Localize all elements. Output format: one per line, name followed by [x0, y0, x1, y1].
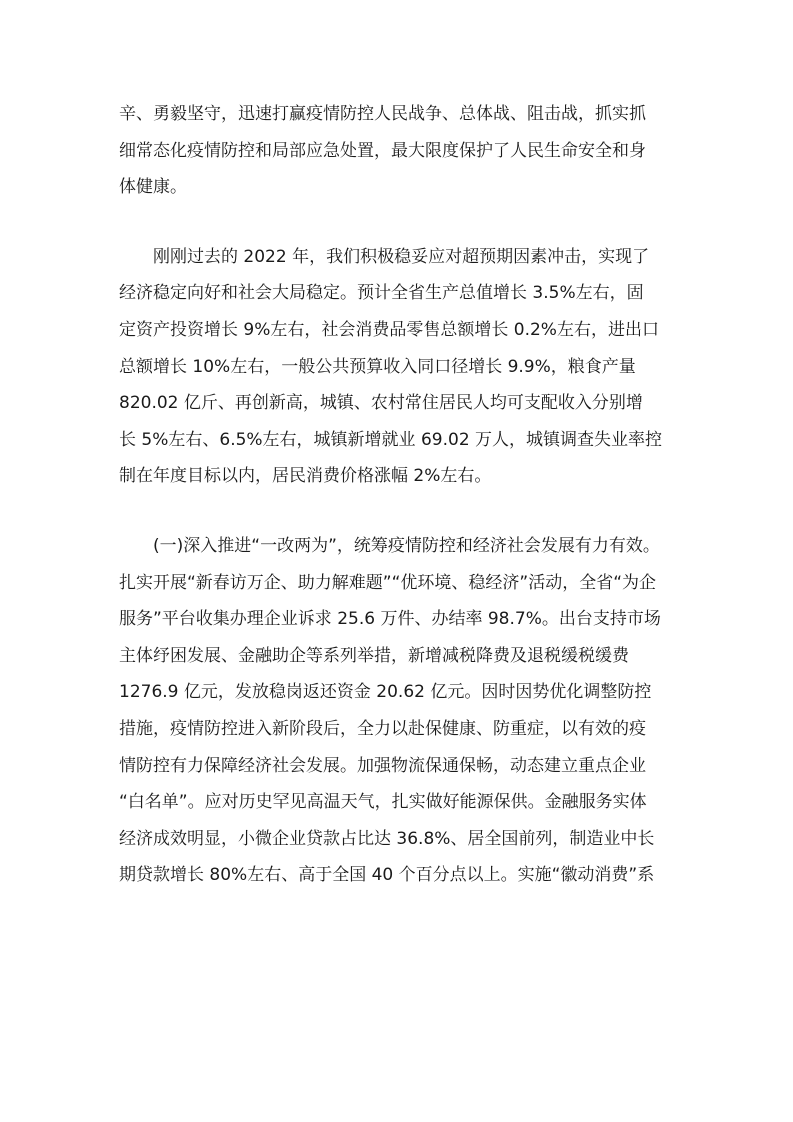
text-line: 辛、勇毅坚守，迅速打赢疫情防控人民战争、总体战、阻击战，抓实抓 [119, 104, 646, 124]
text-line: 1276.9 亿元，发放稳岗返还资金 20.62 亿元。因时因势优化调整防控 [119, 682, 652, 703]
document-body [119, 96, 679, 894]
text-line: 长 5%左右、6.5%左右，城镇新增就业 69.02 万人，城镇调查失业率控 [119, 429, 663, 450]
paragraph-2 [119, 239, 679, 495]
text-line: 定资产投资增长 9%左右，社会消费品零售总额增长 0.2%左右，进出口 [119, 319, 659, 340]
text-line: “白名单”。应对历史罕见高温天气，扎实做好能源保供。金融服务实体 [119, 792, 647, 813]
text-line: 扎实开展“新春访万企、助力解难题”“优环境、稳经济”活动，全省“为企 [119, 572, 657, 593]
text-line: 期贷款增长 80%左右、高于全国 40 个百分点以上。实施“徽动消费”系 [119, 865, 655, 886]
text-line: 经济成效明显，小微企业贷款占比达 36.8%、居全国前列，制造业中长 [119, 828, 655, 849]
text-line: 刚刚过去的 2022 年，我们积极稳妥应对超预期因素冲击，实现了 [119, 246, 650, 267]
text-line: (一)深入推进“一改两为”，统筹疫情防控和经济社会发展有力有效。 [119, 535, 660, 556]
text-line: 措施，疫情防控进入新阶段后，全力以赴保健康、防重症，以有效的疫 [119, 718, 646, 739]
text-line: 主体纾困发展、金融助企等系列举措，新增减税降费及退税缓税缓费 [119, 645, 629, 666]
text-line: 制在年度目标以内，居民消费价格涨幅 2%左右。 [119, 466, 492, 487]
text-line: 经济稳定向好和社会大局稳定。预计全省生产总值增长 3.5%左右，固 [119, 283, 644, 304]
text-line: 体健康。 [119, 177, 187, 198]
paragraph-3 [119, 528, 679, 894]
text-line: 细常态化疫情防控和局部应急处置，最大限度保护了人民生命安全和身 [119, 140, 646, 161]
text-line: 情防控有力保障经济社会发展。加强物流保通保畅，动态建立重点企业 [119, 755, 646, 776]
text-line: 服务”平台收集办理企业诉求 25.6 万件、办结率 98.7%。出台支持市场 [119, 609, 661, 630]
paragraph-1 [119, 96, 679, 206]
text-line: 820.02 亿斤、再创新高，城镇、农村常住居民人均可支配收入分别增 [119, 393, 643, 414]
text-line: 总额增长 10%左右，一般公共预算收入同口径增长 9.9%，粮食产量 [119, 356, 636, 377]
